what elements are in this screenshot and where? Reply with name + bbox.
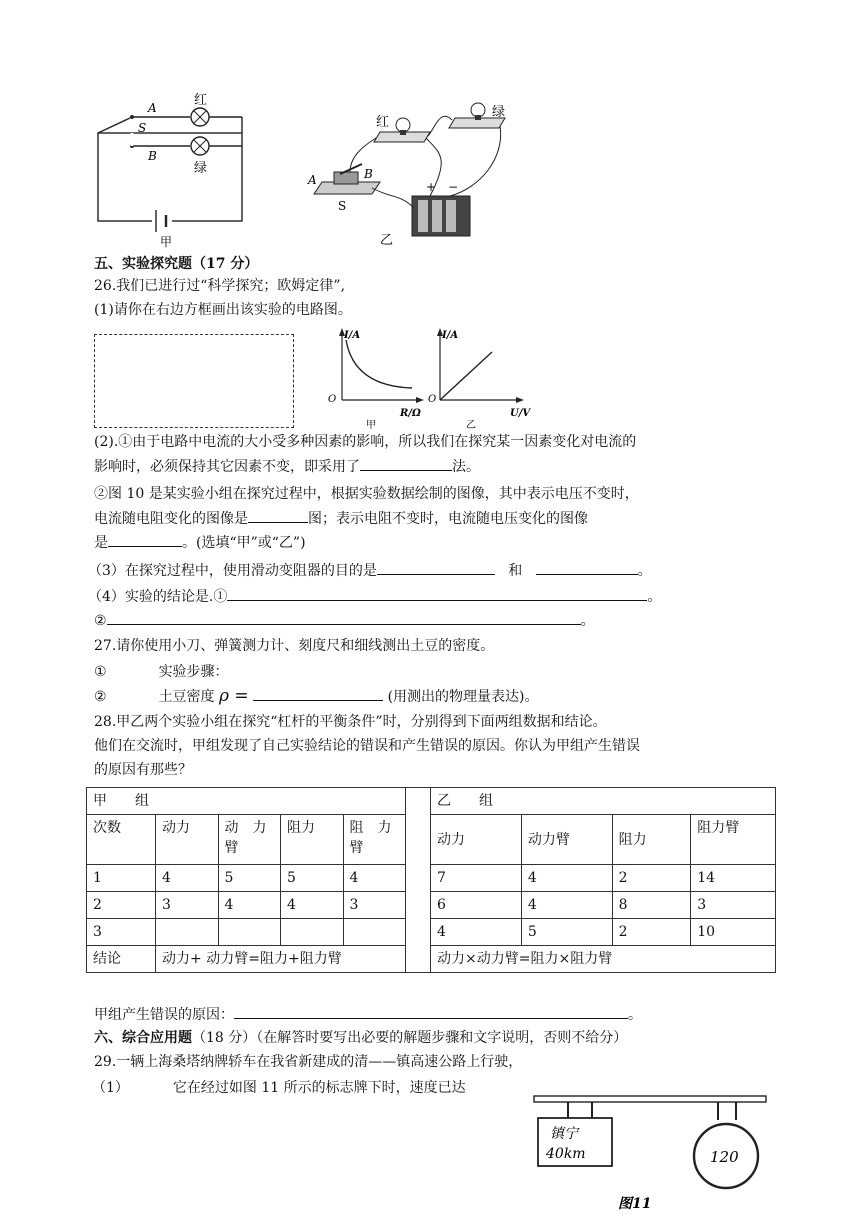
photo-label-s: S: [338, 199, 347, 213]
label-jia: 甲: [160, 235, 173, 248]
q26-part2-b1: ②图 10 是某实验小组在探究过程中，根据实验数据绘制的图像，其中表示电压不变时，: [94, 486, 639, 502]
table-row: 2 3 4 4 3: [87, 892, 406, 919]
rho-symbol: ρ =: [219, 686, 249, 706]
table-jia-header: 动 力臂: [218, 815, 280, 865]
q28-line3: 的原因有那些？: [94, 762, 192, 778]
table-yi-header: 阻力臂: [691, 815, 776, 865]
table-row: 6 4 8 3: [431, 892, 776, 919]
q26-part2-b2: 电流随电阻变化的图像是 图；表示电阻不变时，电流随电压变化的图像: [94, 508, 588, 529]
circuit-diagram-jia: [90, 88, 260, 248]
conclusion-blank-2[interactable]: [107, 610, 581, 625]
svg-text:−: −: [448, 180, 459, 194]
road-sign-figure: [528, 1090, 778, 1214]
q27-step2: ② 土豆密度 ρ = (用测出的物理量表达)。: [94, 686, 539, 706]
q29-intro: 29.一辆上海桑塔纳牌轿车在我省新建成的清——镇高速公路上行驶，: [94, 1054, 523, 1070]
graph-yi-origin: O: [428, 394, 437, 405]
photo-label-green: 绿: [492, 105, 506, 120]
q29-part1: （1） 它在经过如图 11 所示的标志牌下时，速度已达: [92, 1080, 466, 1096]
q26-part3: （3）在探究过程中，使用滑动变阻器的目的是 和 。: [88, 560, 652, 581]
table-jia-conclusion: 动力+ 动力臂=阻力+阻力臂: [156, 946, 406, 973]
photo-label-a: A: [308, 173, 317, 187]
graph-jia-origin: O: [328, 394, 337, 405]
svg-text:+: +: [426, 180, 437, 194]
graph-yi: [420, 322, 540, 430]
table-jia-title: 甲 组: [87, 788, 406, 815]
table-group-jia: [86, 787, 406, 973]
circuit-drawing-box[interactable]: [94, 334, 294, 428]
label-s: S: [138, 121, 147, 135]
graph-yi-xlabel: U/V: [510, 408, 531, 419]
density-blank[interactable]: [253, 686, 383, 701]
q26-part2-b3: 是 。(选填“甲”或“乙”): [94, 532, 306, 553]
graph-yi-caption: 乙: [466, 420, 476, 430]
q26-part4: （4）实验的结论是.① 。: [88, 586, 661, 607]
sign-speed: 120: [710, 1148, 739, 1166]
label-b: B: [148, 149, 157, 163]
graph-jia-caption: 甲: [366, 420, 376, 430]
rheostat-purpose-blank-1[interactable]: [377, 560, 495, 575]
reason-blank[interactable]: [234, 1004, 628, 1019]
graph-voltage-blank[interactable]: [108, 532, 182, 547]
rheostat-purpose-blank-2[interactable]: [536, 560, 638, 575]
section-6-title: 六、综合应用题（18 分）（在解答时要写出必要的解题步骤和文字说明，否则不给分）: [94, 1030, 628, 1046]
table-jia-header: 阻 力臂: [343, 815, 406, 865]
q26-part1: (1)请你在右边方框画出该实验的电路图。: [94, 302, 352, 318]
q27-step1: ① 实验步骤：: [94, 664, 229, 680]
sign-town: 镇宁: [550, 1126, 578, 1142]
table-row: 1 4 5 5 4: [87, 865, 406, 892]
q28-line2: 他们在交流时，甲组发现了自己实验结论的错误和产生错误的原因。你认为甲组产生错误: [94, 738, 640, 754]
q26-part4-2: ② 。: [94, 610, 595, 631]
graph-jia-ylabel: I/A: [344, 330, 361, 341]
section-5-title: 五、实验探究题（17 分）: [94, 256, 259, 272]
photo-label-red: 红: [376, 115, 390, 130]
graph-jia-xlabel: R/Ω: [400, 408, 421, 419]
q26-part2-a2: 影响时，必须保持其它因素不变，即采用了 法。: [94, 456, 480, 477]
q28-line1: 28.甲乙两个实验小组在探究“杠杆的平衡条件”时，分别得到下面两组数据和结论。: [94, 714, 607, 730]
table-yi-header: 动力臂: [521, 815, 612, 865]
label-red: 红: [194, 93, 208, 108]
table-yi-header: 阻力: [612, 815, 691, 865]
table-row: 7 4 2 14: [431, 865, 776, 892]
table-gap: [406, 787, 430, 973]
q27-intro: 27.请你使用小刀、弹簧测力计、刻度尺和细线测出土豆的密度。: [94, 638, 495, 654]
table-jia-conclusion-label: 结论: [87, 946, 156, 973]
table-jia-header: 阻力: [281, 815, 343, 865]
table-yi-header: 动力: [431, 815, 522, 865]
table-yi-conclusion: 动力×动力臂=阻力×阻力臂: [431, 946, 776, 973]
method-blank[interactable]: [360, 456, 452, 471]
circuit-photo-yi: [300, 98, 530, 248]
table-group-yi: [430, 787, 776, 973]
sign-distance: 40km: [546, 1146, 586, 1162]
graph-yi-ylabel: I/A: [442, 330, 459, 341]
table-row: 4 5 2 10: [431, 919, 776, 946]
table-row: 3: [87, 919, 406, 946]
label-a: A: [148, 101, 157, 115]
photo-label-yi: 乙: [380, 233, 394, 248]
label-green: 绿: [194, 161, 208, 176]
figure-caption: 图11: [618, 1196, 652, 1212]
table-yi-title: 乙 组: [431, 788, 776, 815]
conclusion-blank-1[interactable]: [227, 586, 647, 601]
graph-jia: [320, 322, 430, 430]
q26-intro: 26.我们已进行过“科学探究；欧姆定律”,: [94, 278, 346, 294]
graph-resistance-blank[interactable]: [248, 508, 308, 523]
table-jia-header: 次数: [87, 815, 156, 865]
q26-part2-a1: (2).①由于电路中电流的大小受多种因素的影响，所以我们在探究某一因素变化对电流的: [94, 434, 637, 450]
photo-label-b: B: [364, 167, 373, 181]
table-jia-header: 动力: [156, 815, 218, 865]
q28-reason: 甲组产生错误的原因： 。: [94, 1004, 642, 1025]
